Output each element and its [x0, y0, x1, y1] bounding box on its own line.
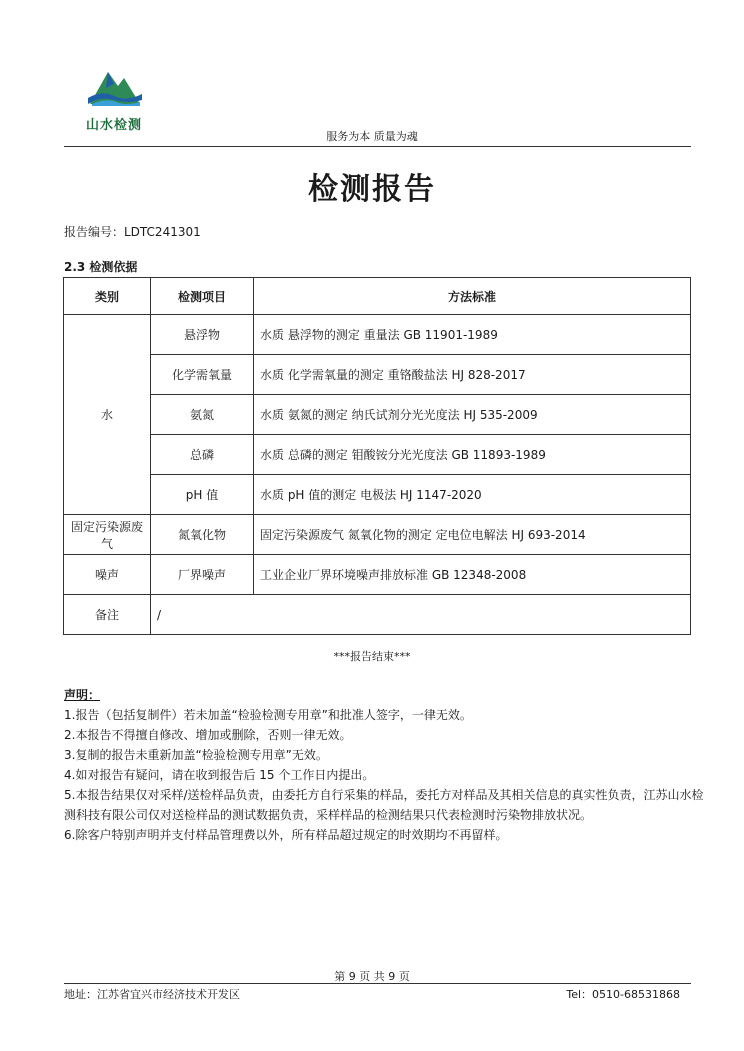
- table-row: [64, 315, 691, 355]
- page-title: 检测报告: [308, 172, 436, 207]
- header-slogan: 服务为本 质量为魂: [326, 130, 418, 143]
- declaration-item: 3.复制的报告未重新加盖“检验检测专用章”无效。: [64, 748, 328, 762]
- method-cell: 水质 化学需氧量的测定 重铬酸盐法 HJ 828-2017: [254, 355, 691, 395]
- item-cell: 化学需氧量: [151, 355, 254, 395]
- table-header-row: [64, 278, 691, 315]
- declaration-item: 4.如对报告有疑问，请在收到报告后 15 个工作日内提出。: [64, 768, 375, 782]
- item-cell: 氮氧化物: [151, 515, 254, 555]
- section-heading: 2.3 检测依据: [64, 260, 138, 274]
- declaration-item: 6.除客户特别声明并支付样品管理费以外，所有样品超过规定的时效期均不再留样。: [64, 828, 508, 842]
- method-cell: 水质 悬浮物的测定 重量法 GB 11901-1989: [254, 315, 691, 355]
- method-cell: 工业企业厂界环境噪声排放标准 GB 12348-2008: [254, 555, 691, 595]
- page-number: 第 9 页 共 9 页: [334, 970, 410, 983]
- table-row: [64, 555, 691, 595]
- category-cell: 噪声: [64, 555, 151, 595]
- method-cell: 固定污染源废气 氮氧化物的测定 定电位电解法 HJ 693-2014: [254, 515, 691, 555]
- table-row: [64, 395, 691, 435]
- report-end-marker: ***报告结束***: [333, 650, 411, 663]
- declaration-item: 5.本报告结果仅对采样/送检样品负责，由委托方自行采集的样品，委托方对样品及其相关信息的真实性负责，江苏山水检测科技有限公司仅对送检样品的测试数据负责，采样样品的检测结果只代表检测时污染物排放状况。: [64, 788, 704, 822]
- remark-label: 备注: [64, 595, 151, 635]
- method-cell: 水质 pH 值的测定 电极法 HJ 1147-2020: [254, 475, 691, 515]
- remark-row: [64, 595, 691, 635]
- item-cell: pH 值: [151, 475, 254, 515]
- basis-table: [63, 277, 691, 635]
- method-cell: 水质 总磷的测定 钼酸铵分光光度法 GB 11893-1989: [254, 435, 691, 475]
- report-number: 报告编号：LDTC241301: [64, 225, 201, 239]
- declaration-item: 1.报告（包括复制件）若未加盖“检验检测专用章”和批准人签字，一律无效。: [64, 708, 472, 722]
- company-logo: [74, 64, 154, 136]
- category-cell: 水: [64, 315, 151, 515]
- declaration-item: 2.本报告不得擅自修改、增加或删除，否则一律无效。: [64, 728, 352, 742]
- category-cell: 固定污染源废气: [64, 515, 151, 555]
- table-row: [64, 435, 691, 475]
- footer-telephone: Tel：0510-68531868: [566, 988, 680, 1001]
- item-cell: 厂界噪声: [151, 555, 254, 595]
- logo-text: 山水检测: [85, 118, 142, 133]
- footer-address: 地址：江苏省宜兴市经济技术开发区: [64, 988, 240, 1001]
- table-row: [64, 515, 691, 555]
- column-header-method: 方法标准: [254, 278, 691, 315]
- table-row: [64, 475, 691, 515]
- table-row: [64, 355, 691, 395]
- declaration-list: [64, 705, 704, 845]
- item-cell: 总磷: [151, 435, 254, 475]
- header-divider: [64, 146, 691, 147]
- item-cell: 氨氮: [151, 395, 254, 435]
- declaration-title: 声明：: [64, 688, 101, 702]
- column-header-item: 检测项目: [151, 278, 254, 315]
- footer-divider: [64, 983, 691, 984]
- column-header-type: 类别: [64, 278, 151, 315]
- remark-value: /: [151, 595, 691, 635]
- method-cell: 水质 氨氮的测定 纳氏试剂分光光度法 HJ 535-2009: [254, 395, 691, 435]
- mountain-water-icon: [84, 64, 144, 112]
- item-cell: 悬浮物: [151, 315, 254, 355]
